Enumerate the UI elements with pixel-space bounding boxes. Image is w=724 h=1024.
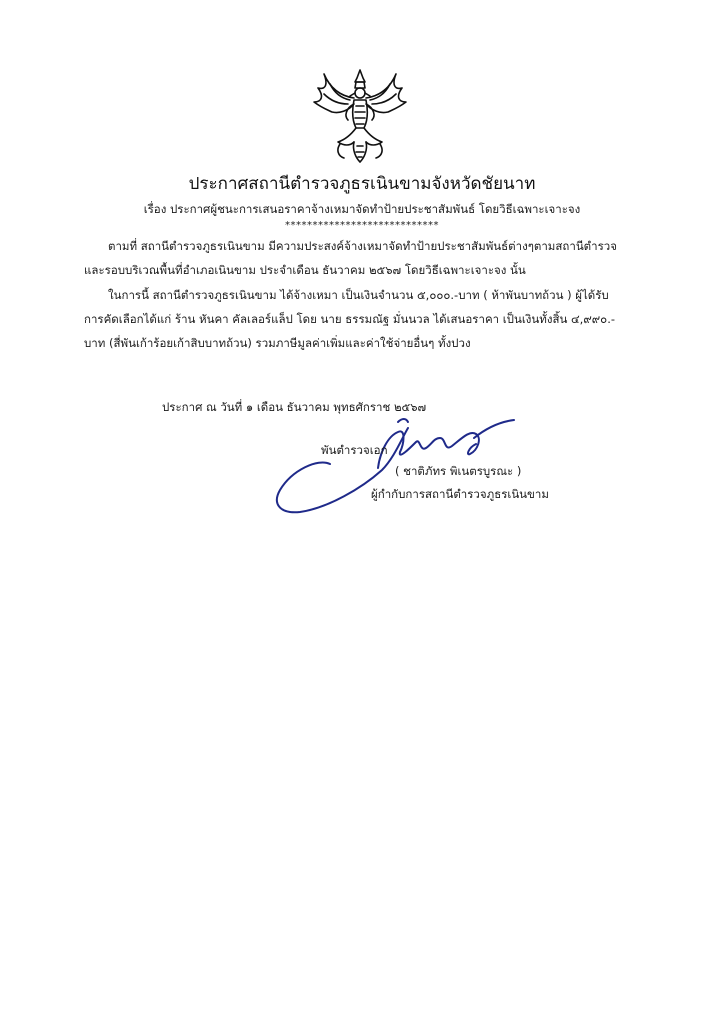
announcement-title: ประกาศสถานีตำรวจภูธรเนินขามจังหวัดชัยนาท	[188, 174, 536, 194]
signer-position: ผู้กำกับการสถานีตำรวจภูธรเนินขาม	[371, 487, 549, 501]
body-line-5: บาท (สี่พันเก้าร้อยเก้าสิบบาทถ้วน) รวมภาษีมูลค่าเพิ่มและค่าใช้จ่ายอื่นๆ ทั้งปวง	[84, 336, 471, 350]
announcement-date: ประกาศ ณ วันที่ ๑ เดือน ธันวาคม พุทธศักราช ๒๕๖๗	[162, 400, 427, 414]
signer-name: ( ชาติภัทร พิเนตรบูรณะ )	[395, 464, 522, 478]
body-line-4: การคัดเลือกได้แก่ ร้าน หันคา คัลเลอร์แล็ป โดย นาย ธรรมณัฐ มั่นนวล ได้เสนอราคา เป็นเงินทั้งสิ้น ๔,๙๙๐.-	[84, 312, 616, 326]
body-line-2: และรอบบริเวณพื้นที่อำเภอเนินขาม ประจำเดือน ธันวาคม ๒๕๖๗ โดยวิธีเฉพาะเจาะจง นั้น	[84, 263, 526, 277]
body-line-3: ในการนี้ สถานีตำรวจภูธรเนินขาม ได้จ้างเหมา เป็นเงินจำนวน ๕,๐๐๐.-บาท ( ห้าพันบาทถ้วน ) ผู้ได้รับ	[108, 288, 609, 302]
separator-line: ****************************	[285, 220, 439, 231]
body-line-1: ตามที่ สถานีตำรวจภูธรเนินขาม มีความประสงค์จ้างเหมาจัดทำป้ายประชาสัมพันธ์ต่างๆตามสถานีตำรวจ	[108, 239, 617, 253]
announcement-subject: เรื่อง ประกาศผู้ชนะการเสนอราคาจ้างเหมาจัดทำป้ายประชาสัมพันธ์ โดยวิธีเฉพาะเจาะจง	[143, 202, 581, 216]
signer-rank: พันตำรวจเอก	[321, 443, 388, 457]
garuda-emblem-icon	[310, 66, 410, 166]
